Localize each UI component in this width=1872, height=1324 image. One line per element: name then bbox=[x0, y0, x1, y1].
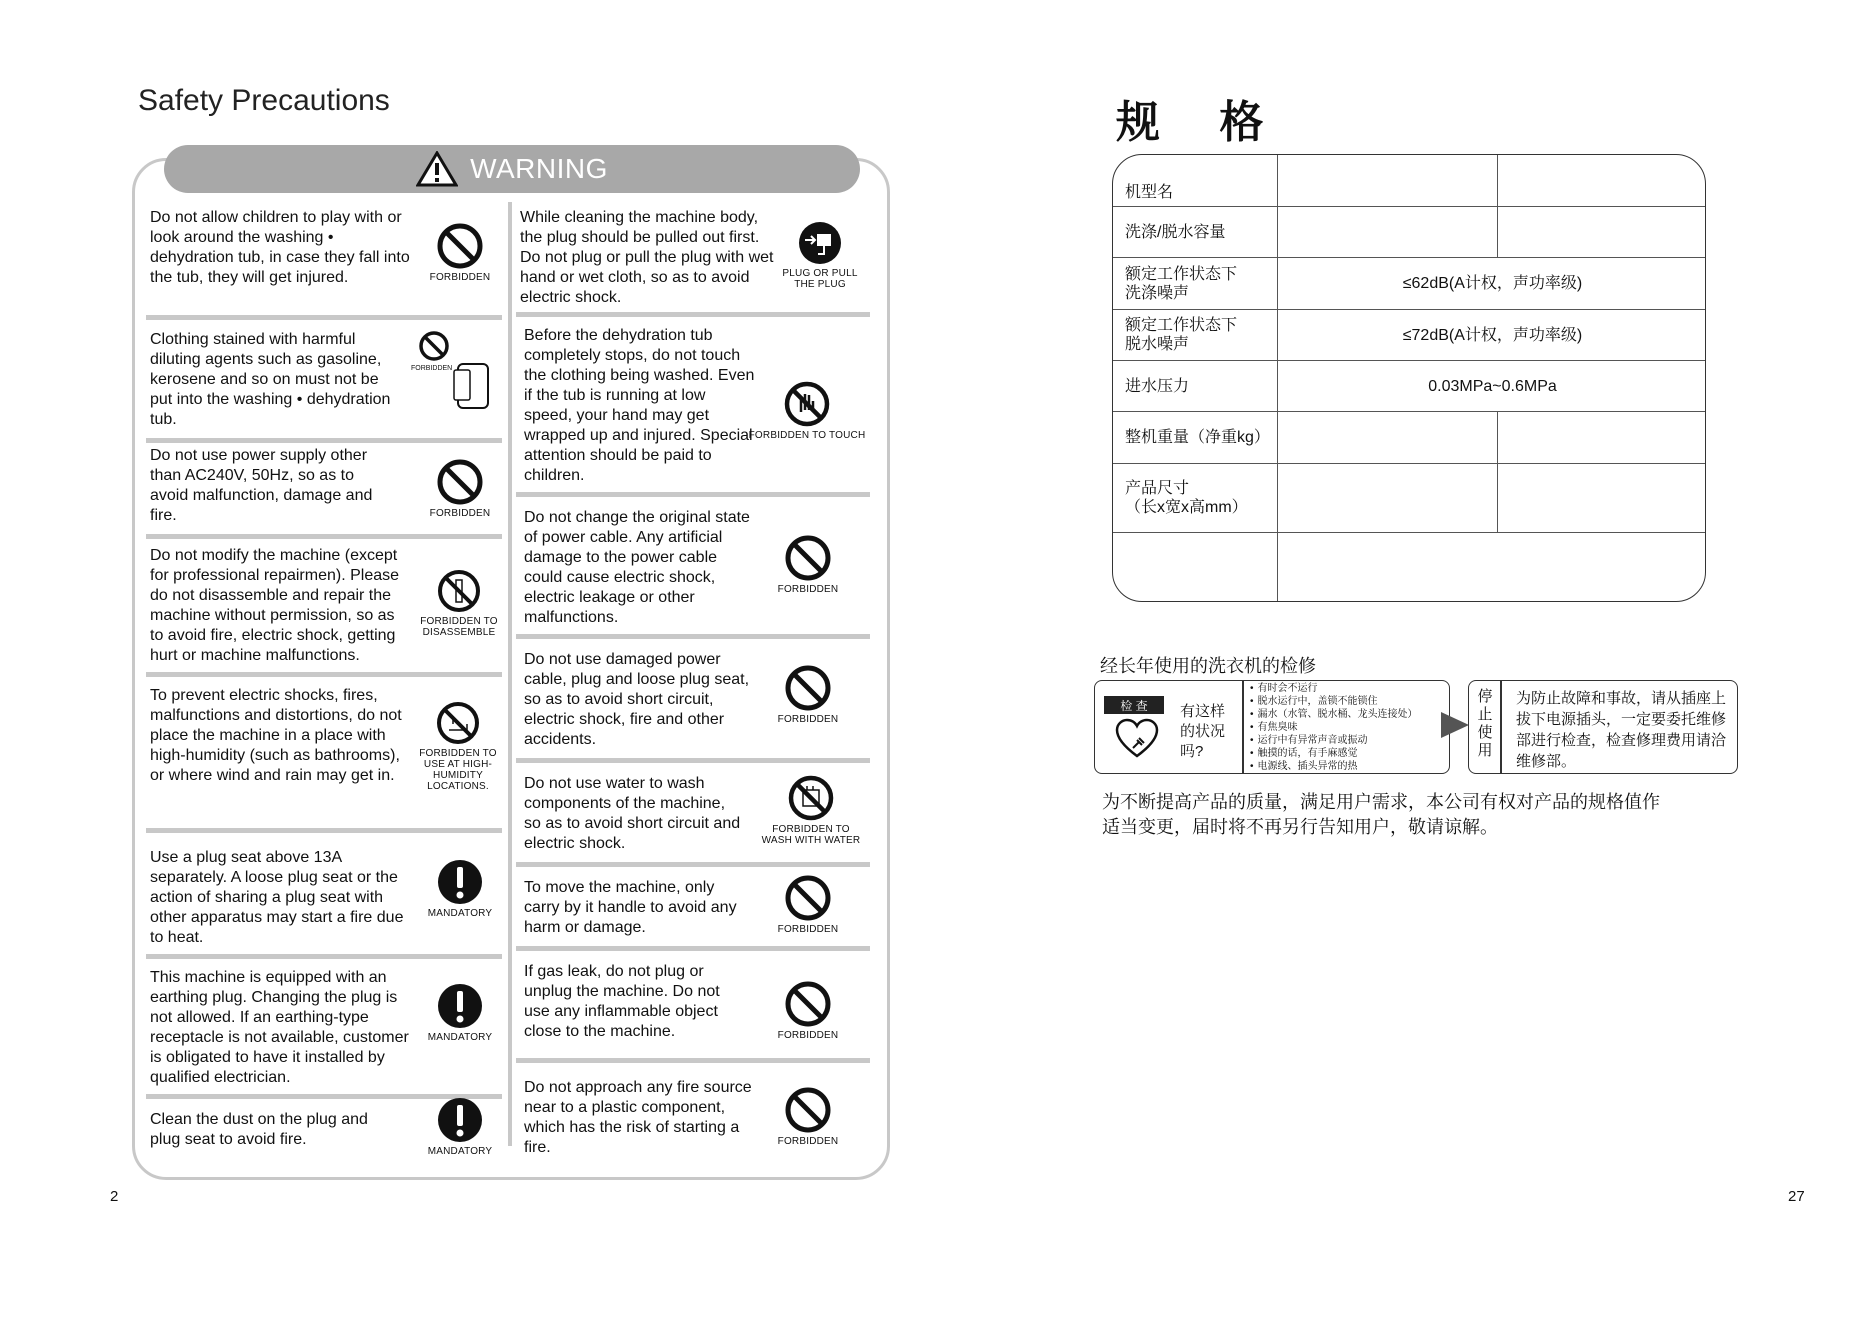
row-separator bbox=[516, 758, 870, 763]
spec-label bbox=[1125, 533, 1275, 602]
sign-forbidden-disassemble: FORBIDDEN TO DISASSEMBLE bbox=[414, 568, 504, 638]
warning-text-move: To move the machine, only carry by it handle to avoid any harm or damage. bbox=[524, 879, 737, 936]
spec-value bbox=[1277, 412, 1497, 463]
sign-forbidden: FORBIDDEN bbox=[766, 664, 850, 725]
sign-mandatory: MANDATORY bbox=[420, 982, 500, 1043]
forbidden-icon bbox=[784, 874, 832, 922]
symptom-list bbox=[1250, 682, 1418, 773]
mandatory-icon bbox=[436, 982, 484, 1030]
spec-title: 规 格 bbox=[1116, 97, 1286, 148]
spec-label: 机型名 bbox=[1125, 184, 1174, 201]
sign-forbidden: FORBIDDEN bbox=[420, 222, 500, 283]
svg-text:FORBIDDEN: FORBIDDEN bbox=[411, 365, 453, 372]
forbidden-icon bbox=[784, 664, 832, 712]
pull-plug-icon bbox=[797, 220, 843, 266]
warning-text-gas-leak: If gas leak, do not plug or unplug the machine. Do not use any inflammable object close to the machine. bbox=[524, 963, 720, 1040]
warning-banner bbox=[164, 145, 860, 193]
arrow-right-icon bbox=[1441, 712, 1469, 738]
list-item: • 运行中有异常声音或振动 bbox=[1250, 734, 1418, 747]
warning-text-modify: Do not modify the machine (except for professional repairmen). Please do not disassemble and repair the machine without permission, so as to avoid fire, electric shock, getting hurt or machine malfunctions. bbox=[150, 547, 400, 664]
spec-value: ≤62dB(A计权，声功率级) bbox=[1277, 258, 1706, 309]
spec-label: 额定工作状态下 洗涤噪声 bbox=[1125, 265, 1238, 302]
wash-forbidden-icon bbox=[787, 774, 835, 822]
forbidden-icon bbox=[784, 1086, 832, 1134]
row-separator bbox=[516, 312, 870, 317]
humidity-forbidden-icon bbox=[435, 700, 481, 746]
list-item: • 触摸的话，有手麻感觉 bbox=[1250, 747, 1418, 760]
warning-text-children: Do not allow children to play with or look around the washing • dehydration tub, in case they fall into the tub, they will get injured. bbox=[150, 209, 410, 286]
sign-mandatory: MANDATORY bbox=[420, 858, 500, 919]
spec-label: 整机重量（净重kg） bbox=[1125, 429, 1270, 446]
warning-text-earthing: This machine is equipped with an earthing plug. Changing the plug is not allowed. If an earthing-type receptacle is not available, customer is obligated to have it installed by qualified electrician. bbox=[150, 969, 409, 1086]
spec-row bbox=[1113, 310, 1705, 361]
sign-forbidden: FORBIDDEN bbox=[766, 980, 850, 1041]
disassemble-forbidden-icon bbox=[436, 568, 482, 614]
warning-text-cleaning: While cleaning the machine body, the plug should be pulled out first. Do not plug or pull the plug with wet hand or wet cloth, so as to avoid electric shock. bbox=[520, 209, 774, 306]
list-item: • 电源线、插头异常的热 bbox=[1250, 760, 1418, 773]
check-label: 检 查 bbox=[1104, 696, 1164, 714]
spec-row bbox=[1113, 155, 1705, 207]
warning-text-power-supply: Do not use power supply other than AC240V, 50Hz, so as to avoid malfunction, damage and fire. bbox=[150, 447, 373, 524]
maintenance-title: 经长年使用的洗衣机的检修 bbox=[1100, 656, 1316, 676]
row-separator bbox=[516, 1058, 870, 1063]
spec-row bbox=[1113, 412, 1705, 464]
list-item: • 漏水（水管、脱水桶、龙头连接处） bbox=[1250, 708, 1418, 721]
sign-forbidden: FORBIDDEN bbox=[766, 534, 850, 595]
warning-text-damaged-cable: Do not use damaged power cable, plug and loose plug seat, so as to avoid short circuit, electric shock, fire and other accidents. bbox=[524, 651, 750, 748]
mandatory-icon bbox=[436, 1096, 484, 1144]
sign-forbidden: FORBIDDEN bbox=[766, 874, 850, 935]
warning-heading: WARNING bbox=[470, 153, 608, 184]
heart-plug-icon bbox=[1114, 718, 1160, 760]
spec-value bbox=[1277, 207, 1497, 257]
flammable-can-forbidden-icon bbox=[406, 330, 496, 414]
sign-flammable-forbidden bbox=[404, 330, 498, 414]
warning-text-water-wash: Do not use water to wash components of the machine, so as to avoid short circuit and electric shock. bbox=[524, 775, 741, 852]
list-item: • 脱水运行中，盖锁不能锁住 bbox=[1250, 695, 1418, 708]
spec-value: 0.03MPa~0.6MPa bbox=[1277, 361, 1706, 411]
mandatory-icon bbox=[436, 858, 484, 906]
sign-forbidden-humidity: FORBIDDEN TO USE AT HIGH-HUMIDITY LOCATIONS. bbox=[410, 700, 506, 792]
warning-triangle-icon bbox=[416, 151, 458, 187]
spec-row bbox=[1113, 464, 1705, 533]
check-question: 有这样的状况吗? bbox=[1180, 703, 1226, 760]
row-separator bbox=[516, 946, 870, 951]
row-separator bbox=[516, 492, 870, 497]
spec-row bbox=[1113, 533, 1705, 602]
spec-value: ≤72dB(A计权，声功率级) bbox=[1277, 310, 1706, 360]
row-separator bbox=[146, 534, 502, 539]
row-separator bbox=[146, 954, 502, 959]
spec-value bbox=[1497, 464, 1706, 532]
warning-text-dehydration: Before the dehydration tub completely stops, do not touch the clothing being washed. Even if the tub is running at low speed, your hand may get wrapped up and injured. Special attention should be paid to children. bbox=[524, 327, 755, 484]
forbidden-icon bbox=[784, 980, 832, 1028]
row-separator bbox=[146, 315, 502, 320]
forbidden-icon bbox=[784, 534, 832, 582]
sign-forbidden-touch: FORBIDDEN TO TOUCH bbox=[744, 380, 870, 441]
list-item: • 有焦臭味 bbox=[1250, 721, 1418, 734]
spec-row bbox=[1113, 361, 1705, 412]
spec-label: 进水压力 bbox=[1125, 377, 1190, 395]
page-number-right: 27 bbox=[1788, 1188, 1805, 1205]
stop-advice: 为防止故障和事故，请从插座上拔下电源插头，一定要委托维修部进行检查，检查修理费用请洽维修部。 bbox=[1516, 690, 1727, 770]
sign-pull-plug: PLUG OR PULL THE PLUG bbox=[778, 220, 862, 290]
spec-value bbox=[1277, 155, 1497, 206]
spec-label: 额定工作状态下 脱水噪声 bbox=[1125, 317, 1238, 353]
forbidden-icon bbox=[436, 222, 484, 270]
sign-forbidden: FORBIDDEN bbox=[766, 1086, 850, 1147]
row-separator bbox=[146, 438, 502, 443]
spec-table bbox=[1112, 154, 1706, 602]
spec-value bbox=[1497, 155, 1706, 206]
spec-value bbox=[1497, 412, 1706, 463]
row-separator bbox=[146, 672, 502, 677]
spec-value bbox=[1277, 464, 1497, 532]
list-item: • 有时会不运行 bbox=[1250, 682, 1418, 695]
spec-row bbox=[1113, 258, 1705, 310]
forbidden-icon bbox=[436, 458, 484, 506]
warning-text-plug-seat: Use a plug seat above 13A separately. A loose plug seat or the action of sharing a plug seat with other apparatus may start a fire due to heat. bbox=[150, 849, 404, 946]
warning-text-dust: Clean the dust on the plug and plug seat to avoid fire. bbox=[150, 1111, 368, 1148]
stop-label: 停止使用 bbox=[1477, 688, 1493, 759]
row-separator bbox=[146, 828, 502, 833]
row-separator bbox=[516, 862, 870, 867]
sign-forbidden: FORBIDDEN bbox=[420, 458, 500, 519]
spec-label: 洗涤/脱水容量 bbox=[1125, 223, 1226, 241]
warning-text-solvents: Clothing stained with harmful diluting agents such as gasoline, kerosene and so on must not be put into the washing • dehydration tub. bbox=[150, 331, 391, 428]
sign-forbidden-wash: FORBIDDEN TO WASH WITH WATER bbox=[756, 774, 866, 846]
spec-value bbox=[1497, 207, 1706, 257]
spec-value bbox=[1277, 533, 1706, 602]
notice-text: 为不断提高产品的质量，满足用户需求，本公司有权对产品的规格值作适当变更，届时将不再另行告知用户，敬请谅解。 bbox=[1102, 792, 1660, 837]
spec-label: 产品尺寸 （长x宽x高mm） bbox=[1125, 480, 1248, 516]
row-separator bbox=[516, 634, 870, 639]
page-number-left: 2 bbox=[110, 1188, 119, 1205]
spec-row bbox=[1113, 207, 1705, 258]
warning-text-fire-source: Do not approach any fire source near to a plastic component, which has the risk of starting a fire. bbox=[524, 1079, 752, 1156]
warning-text-power-cable: Do not change the original state of power cable. Any artificial damage to the power cable could cause electric shock, electric leakage or other malfunctions. bbox=[524, 509, 750, 626]
divider bbox=[1242, 680, 1244, 774]
page-title: Safety Precautions bbox=[138, 84, 390, 117]
column-divider bbox=[508, 202, 512, 1146]
divider bbox=[1500, 680, 1502, 774]
sign-mandatory: MANDATORY bbox=[420, 1096, 500, 1157]
warning-text-humidity: To prevent electric shocks, fires, malfunctions and distortions, do not place the machine in a place with high-humidity (such as bathrooms), or where wind and rain may get in. bbox=[150, 687, 402, 784]
touch-forbidden-icon bbox=[783, 380, 831, 428]
